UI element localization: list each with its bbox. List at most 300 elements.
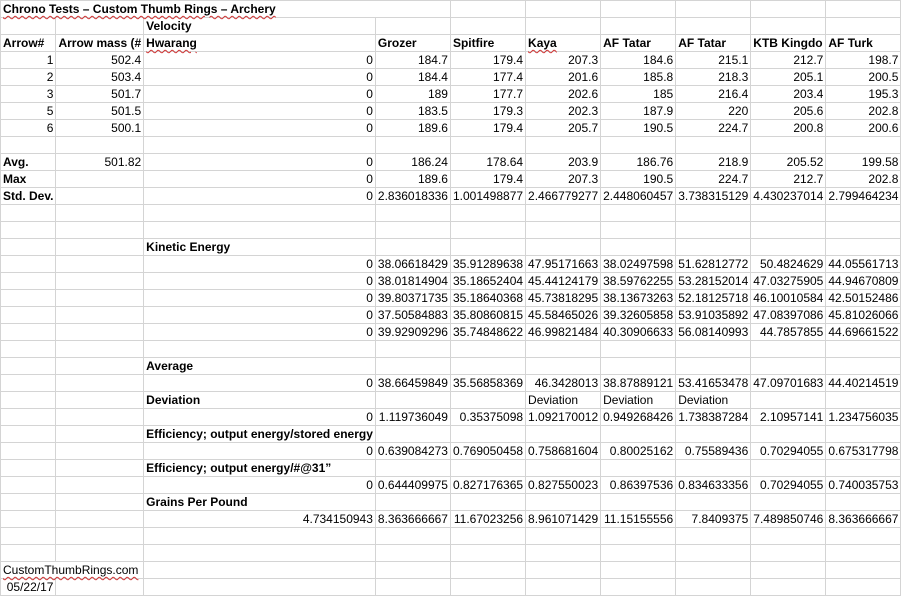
avg-cell[interactable]: 186.76 (601, 154, 676, 171)
empty-cell[interactable] (1, 137, 56, 154)
efficiency-draw-cell[interactable]: 0.86397536 (601, 477, 676, 494)
empty-cell[interactable] (1, 324, 56, 341)
kinetic-energy-cell[interactable]: 40.30906633 (601, 324, 676, 341)
kinetic-energy-cell[interactable]: 35.18652404 (450, 273, 525, 290)
efficiency-stored-cell[interactable]: 0.769050458 (450, 443, 525, 460)
empty-cell[interactable] (751, 18, 826, 35)
stddev-cell[interactable]: 1.001498877 (450, 188, 525, 205)
velocity-cell[interactable]: 0 (144, 120, 376, 137)
empty-cell[interactable] (450, 358, 525, 375)
empty-cell[interactable] (56, 171, 144, 188)
empty-cell[interactable] (56, 460, 144, 477)
avg-cell[interactable]: 205.52 (751, 154, 826, 171)
kinetic-energy-cell[interactable]: 38.02497598 (601, 256, 676, 273)
empty-cell[interactable] (676, 528, 751, 545)
empty-cell[interactable] (601, 239, 676, 256)
empty-cell[interactable] (56, 188, 144, 205)
empty-cell[interactable] (601, 579, 676, 596)
empty-cell[interactable] (1, 443, 56, 460)
empty-cell[interactable] (1, 256, 56, 273)
velocity-cell[interactable]: 200.6 (826, 120, 901, 137)
empty-cell[interactable] (676, 1, 751, 18)
stddev-cell[interactable]: 0 (144, 188, 376, 205)
deviation-cell[interactable]: 1.092170012 (526, 409, 601, 426)
velocity-cell[interactable]: 195.3 (826, 86, 901, 103)
deviation-cell[interactable]: 1.738387284 (676, 409, 751, 426)
empty-cell[interactable] (56, 443, 144, 460)
empty-cell[interactable] (826, 579, 901, 596)
velocity-cell[interactable]: 177.4 (450, 69, 525, 86)
empty-cell[interactable] (375, 562, 450, 579)
empty-cell[interactable] (450, 222, 525, 239)
kinetic-energy-cell[interactable]: 0 (144, 307, 376, 324)
empty-cell[interactable] (56, 341, 144, 358)
velocity-cell[interactable]: 201.6 (526, 69, 601, 86)
empty-cell[interactable] (375, 205, 450, 222)
velocity-cell[interactable]: 215.1 (676, 52, 751, 69)
velocity-cell[interactable]: 200.5 (826, 69, 901, 86)
empty-cell[interactable] (826, 545, 901, 562)
empty-cell[interactable] (56, 205, 144, 222)
efficiency-draw-cell[interactable]: 0.70294055 (751, 477, 826, 494)
velocity-cell[interactable]: 205.6 (751, 103, 826, 120)
velocity-cell[interactable]: 198.7 (826, 52, 901, 69)
empty-cell[interactable] (1, 239, 56, 256)
kinetic-energy-cell[interactable]: 0 (144, 273, 376, 290)
efficiency-stored-cell[interactable]: 0.75589436 (676, 443, 751, 460)
kinetic-energy-cell[interactable]: 0 (144, 256, 376, 273)
efficiency-draw-cell[interactable]: 0.834633356 (676, 477, 751, 494)
empty-cell[interactable] (751, 1, 826, 18)
empty-cell[interactable] (1, 494, 56, 511)
empty-cell[interactable] (751, 528, 826, 545)
empty-cell[interactable] (601, 18, 676, 35)
empty-cell[interactable] (450, 239, 525, 256)
average-cell[interactable]: 0 (144, 375, 376, 392)
column-header[interactable]: KTB Kingdo (751, 35, 826, 52)
velocity-cell[interactable]: 190.5 (601, 120, 676, 137)
empty-cell[interactable] (56, 511, 144, 528)
empty-cell[interactable] (56, 18, 144, 35)
grains-per-pound-cell[interactable]: 11.67023256 (450, 511, 525, 528)
kinetic-energy-cell[interactable]: 50.4824629 (751, 256, 826, 273)
empty-cell[interactable] (375, 222, 450, 239)
empty-cell[interactable] (450, 460, 525, 477)
empty-cell[interactable] (676, 137, 751, 154)
empty-cell[interactable] (56, 324, 144, 341)
empty-cell[interactable] (1, 375, 56, 392)
velocity-cell[interactable]: 179.3 (450, 103, 525, 120)
empty-cell[interactable] (56, 477, 144, 494)
kinetic-energy-cell[interactable]: 35.80860815 (450, 307, 525, 324)
efficiency-stored-cell[interactable]: 0.80025162 (601, 443, 676, 460)
empty-cell[interactable] (1, 392, 56, 409)
efficiency-draw-cell[interactable]: 0.740035753 (826, 477, 901, 494)
empty-cell[interactable] (826, 392, 901, 409)
empty-cell[interactable] (375, 358, 450, 375)
velocity-cell[interactable]: 0 (144, 86, 376, 103)
empty-cell[interactable] (56, 358, 144, 375)
max-cell[interactable]: 190.5 (601, 171, 676, 188)
empty-cell[interactable] (676, 545, 751, 562)
empty-cell[interactable] (751, 494, 826, 511)
empty-cell[interactable] (601, 426, 676, 443)
kinetic-energy-cell[interactable]: 38.59762255 (601, 273, 676, 290)
kinetic-energy-cell[interactable]: 45.44124179 (526, 273, 601, 290)
empty-cell[interactable] (751, 341, 826, 358)
empty-cell[interactable] (1, 511, 56, 528)
empty-cell[interactable] (1, 545, 56, 562)
empty-cell[interactable] (526, 18, 601, 35)
empty-cell[interactable] (826, 528, 901, 545)
empty-cell[interactable] (1, 460, 56, 477)
deviation-label[interactable]: Deviation (144, 392, 376, 409)
average-label[interactable]: Average (144, 358, 376, 375)
efficiency-stored-cell[interactable]: 0 (144, 443, 376, 460)
deviation-sublabel[interactable]: Deviation (601, 392, 676, 409)
stddev-cell[interactable]: 4.430237014 (751, 188, 826, 205)
efficiency-draw-cell[interactable]: 0.827176365 (450, 477, 525, 494)
empty-cell[interactable] (375, 579, 450, 596)
column-header[interactable]: Spitfire (450, 35, 525, 52)
empty-cell[interactable] (144, 545, 376, 562)
max-label[interactable]: Max (1, 171, 56, 188)
empty-cell[interactable] (450, 392, 525, 409)
velocity-cell[interactable]: 185.8 (601, 69, 676, 86)
grains-per-pound-cell[interactable]: 7.489850746 (751, 511, 826, 528)
kinetic-energy-cell[interactable]: 45.73818295 (526, 290, 601, 307)
grains-per-pound-cell[interactable]: 8.961071429 (526, 511, 601, 528)
velocity-cell[interactable]: 202.6 (526, 86, 601, 103)
column-header[interactable]: Grozer (375, 35, 450, 52)
empty-cell[interactable] (56, 290, 144, 307)
efficiency-stored-cell[interactable]: 0.70294055 (751, 443, 826, 460)
empty-cell[interactable] (826, 239, 901, 256)
kinetic-energy-cell[interactable]: 35.91289638 (450, 256, 525, 273)
empty-cell[interactable] (1, 477, 56, 494)
empty-cell[interactable] (450, 137, 525, 154)
avg-cell[interactable]: 218.9 (676, 154, 751, 171)
velocity-label[interactable]: Velocity (144, 18, 376, 35)
empty-cell[interactable] (144, 562, 376, 579)
empty-cell[interactable] (56, 307, 144, 324)
empty-cell[interactable] (56, 494, 144, 511)
velocity-cell[interactable]: 185 (601, 86, 676, 103)
grains-per-pound-cell[interactable]: 11.15155556 (601, 511, 676, 528)
efficiency-stored-cell[interactable]: 0.639084273 (375, 443, 450, 460)
sheet-title[interactable]: Chrono Tests – Custom Thumb Rings – Archery (1, 1, 451, 18)
deviation-cell[interactable]: 2.10957141 (751, 409, 826, 426)
max-cell[interactable]: 212.7 (751, 171, 826, 188)
efficiency-stored-label[interactable]: Efficiency; output energy/stored energy (144, 426, 376, 443)
empty-cell[interactable] (450, 579, 525, 596)
empty-cell[interactable] (751, 358, 826, 375)
empty-cell[interactable] (1, 290, 56, 307)
velocity-cell[interactable]: 205.7 (526, 120, 601, 137)
empty-cell[interactable] (375, 426, 450, 443)
grains-per-pound-cell[interactable]: 7.8409375 (676, 511, 751, 528)
deviation-cell[interactable]: 1.234756035 (826, 409, 901, 426)
kinetic-energy-cell[interactable]: 39.80371735 (375, 290, 450, 307)
empty-cell[interactable] (601, 1, 676, 18)
empty-cell[interactable] (751, 460, 826, 477)
column-header[interactable]: Hwarang (144, 35, 376, 52)
max-cell[interactable]: 207.3 (526, 171, 601, 188)
velocity-cell[interactable]: 184.7 (375, 52, 450, 69)
stddev-cell[interactable]: 2.799464234 (826, 188, 901, 205)
empty-cell[interactable] (526, 528, 601, 545)
empty-cell[interactable] (450, 205, 525, 222)
empty-cell[interactable] (56, 409, 144, 426)
empty-cell[interactable] (56, 426, 144, 443)
velocity-cell[interactable]: 187.9 (601, 103, 676, 120)
empty-cell[interactable] (450, 545, 525, 562)
empty-cell[interactable] (751, 137, 826, 154)
empty-cell[interactable] (1, 409, 56, 426)
empty-cell[interactable] (56, 222, 144, 239)
empty-cell[interactable] (526, 494, 601, 511)
kinetic-energy-cell[interactable]: 37.50584883 (375, 307, 450, 324)
stddev-cell[interactable]: 2.448060457 (601, 188, 676, 205)
velocity-cell[interactable]: 501.7 (56, 86, 144, 103)
empty-cell[interactable] (144, 205, 376, 222)
kinetic-energy-cell[interactable]: 39.92909296 (375, 324, 450, 341)
empty-cell[interactable] (601, 545, 676, 562)
empty-cell[interactable] (826, 341, 901, 358)
average-cell[interactable]: 35.56858369 (450, 375, 525, 392)
velocity-cell[interactable]: 179.4 (450, 52, 525, 69)
kinetic-energy-cell[interactable]: 35.18640368 (450, 290, 525, 307)
empty-cell[interactable] (1, 222, 56, 239)
average-cell[interactable]: 47.09701683 (751, 375, 826, 392)
kinetic-energy-cell[interactable]: 38.01814904 (375, 273, 450, 290)
max-cell[interactable]: 224.7 (676, 171, 751, 188)
avg-cell[interactable]: 178.64 (450, 154, 525, 171)
empty-cell[interactable] (56, 392, 144, 409)
empty-cell[interactable] (526, 205, 601, 222)
average-cell[interactable]: 46.3428013 (526, 375, 601, 392)
empty-cell[interactable] (375, 460, 450, 477)
max-cell[interactable]: 189.6 (375, 171, 450, 188)
empty-cell[interactable] (676, 205, 751, 222)
column-header[interactable]: AF Turk (826, 35, 901, 52)
empty-cell[interactable] (526, 341, 601, 358)
empty-cell[interactable] (1, 205, 56, 222)
empty-cell[interactable] (450, 494, 525, 511)
empty-cell[interactable] (826, 205, 901, 222)
empty-cell[interactable] (144, 341, 376, 358)
kinetic-energy-cell[interactable]: 51.62812772 (676, 256, 751, 273)
velocity-cell[interactable]: 0 (144, 103, 376, 120)
deviation-sublabel[interactable]: Deviation (676, 392, 751, 409)
kinetic-energy-cell[interactable]: 35.74848622 (450, 324, 525, 341)
max-cell[interactable]: 0 (144, 171, 376, 188)
stddev-label[interactable]: Std. Dev. (1, 188, 56, 205)
avg-cell[interactable]: 0 (144, 154, 376, 171)
empty-cell[interactable] (751, 392, 826, 409)
velocity-cell[interactable]: 205.1 (751, 69, 826, 86)
arrow-number[interactable]: 1 (1, 52, 56, 69)
avg-label[interactable]: Avg. (1, 154, 56, 171)
column-header[interactable]: AF Tatar (676, 35, 751, 52)
empty-cell[interactable] (826, 358, 901, 375)
empty-cell[interactable] (676, 579, 751, 596)
empty-cell[interactable] (676, 562, 751, 579)
deviation-sublabel[interactable]: Deviation (526, 392, 601, 409)
efficiency-stored-cell[interactable]: 0.675317798 (826, 443, 901, 460)
velocity-cell[interactable]: 184.4 (375, 69, 450, 86)
velocity-cell[interactable]: 503.4 (56, 69, 144, 86)
arrow-number[interactable]: 3 (1, 86, 56, 103)
empty-cell[interactable] (676, 239, 751, 256)
empty-cell[interactable] (375, 18, 450, 35)
empty-cell[interactable] (601, 460, 676, 477)
average-cell[interactable]: 53.41653478 (676, 375, 751, 392)
empty-cell[interactable] (526, 545, 601, 562)
empty-cell[interactable] (56, 375, 144, 392)
empty-cell[interactable] (375, 341, 450, 358)
arrow-number[interactable]: 6 (1, 120, 56, 137)
empty-cell[interactable] (450, 18, 525, 35)
efficiency-draw-cell[interactable]: 0.644409975 (375, 477, 450, 494)
velocity-cell[interactable]: 202.8 (826, 103, 901, 120)
deviation-cell[interactable]: 0 (144, 409, 376, 426)
empty-cell[interactable] (601, 494, 676, 511)
velocity-cell[interactable]: 207.3 (526, 52, 601, 69)
empty-cell[interactable] (56, 137, 144, 154)
velocity-cell[interactable]: 502.4 (56, 52, 144, 69)
empty-cell[interactable] (450, 341, 525, 358)
empty-cell[interactable] (826, 460, 901, 477)
empty-cell[interactable] (676, 460, 751, 477)
velocity-cell[interactable]: 183.5 (375, 103, 450, 120)
avg-cell[interactable]: 186.24 (375, 154, 450, 171)
empty-cell[interactable] (1, 358, 56, 375)
kinetic-energy-cell[interactable]: 38.13673263 (601, 290, 676, 307)
velocity-cell[interactable]: 0 (144, 69, 376, 86)
velocity-cell[interactable]: 220 (676, 103, 751, 120)
empty-cell[interactable] (601, 358, 676, 375)
empty-cell[interactable] (676, 341, 751, 358)
velocity-cell[interactable]: 203.4 (751, 86, 826, 103)
empty-cell[interactable] (375, 137, 450, 154)
kinetic-energy-cell[interactable]: 53.91035892 (676, 307, 751, 324)
kinetic-energy-cell[interactable]: 47.03275905 (751, 273, 826, 290)
stddev-cell[interactable]: 3.738315129 (676, 188, 751, 205)
empty-cell[interactable] (526, 579, 601, 596)
grains-per-pound-cell[interactable]: 8.363666667 (826, 511, 901, 528)
empty-cell[interactable] (56, 239, 144, 256)
velocity-cell[interactable]: 224.7 (676, 120, 751, 137)
empty-cell[interactable] (601, 137, 676, 154)
column-header[interactable]: Arrow mass (# (56, 35, 144, 52)
empty-cell[interactable] (676, 18, 751, 35)
footer-site[interactable]: CustomThumbRings.com (1, 562, 144, 579)
velocity-cell[interactable]: 184.6 (601, 52, 676, 69)
empty-cell[interactable] (56, 545, 144, 562)
empty-cell[interactable] (1, 18, 56, 35)
empty-cell[interactable] (676, 358, 751, 375)
velocity-cell[interactable]: 189.6 (375, 120, 450, 137)
velocity-cell[interactable]: 189 (375, 86, 450, 103)
empty-cell[interactable] (751, 545, 826, 562)
kinetic-energy-cell[interactable]: 45.58465026 (526, 307, 601, 324)
empty-cell[interactable] (144, 579, 376, 596)
arrow-number[interactable]: 2 (1, 69, 56, 86)
grains-per-pound-cell[interactable]: 4.734150943 (144, 511, 376, 528)
empty-cell[interactable] (751, 426, 826, 443)
kinetic-energy-cell[interactable]: 52.18125718 (676, 290, 751, 307)
efficiency-stored-cell[interactable]: 0.758681604 (526, 443, 601, 460)
column-header[interactable]: AF Tatar (601, 35, 676, 52)
empty-cell[interactable] (676, 426, 751, 443)
empty-cell[interactable] (751, 239, 826, 256)
avg-cell[interactable]: 501.82 (56, 154, 144, 171)
empty-cell[interactable] (826, 426, 901, 443)
kinetic-energy-label[interactable]: Kinetic Energy (144, 239, 376, 256)
column-header[interactable]: Arrow# (1, 35, 56, 52)
empty-cell[interactable] (56, 256, 144, 273)
avg-cell[interactable]: 203.9 (526, 154, 601, 171)
efficiency-draw-cell[interactable]: 0 (144, 477, 376, 494)
empty-cell[interactable] (375, 545, 450, 562)
empty-cell[interactable] (1, 273, 56, 290)
velocity-cell[interactable]: 216.4 (676, 86, 751, 103)
footer-date[interactable]: 05/22/17 (1, 579, 56, 596)
efficiency-draw-label[interactable]: Efficiency; output energy/#@31” (144, 460, 376, 477)
average-cell[interactable]: 38.66459849 (375, 375, 450, 392)
velocity-cell[interactable]: 179.4 (450, 120, 525, 137)
empty-cell[interactable] (601, 341, 676, 358)
empty-cell[interactable] (56, 273, 144, 290)
empty-cell[interactable] (526, 562, 601, 579)
kinetic-energy-cell[interactable]: 44.7857855 (751, 324, 826, 341)
grains-per-pound-label[interactable]: Grains Per Pound (144, 494, 376, 511)
empty-cell[interactable] (526, 239, 601, 256)
empty-cell[interactable] (826, 222, 901, 239)
empty-cell[interactable] (751, 562, 826, 579)
empty-cell[interactable] (375, 494, 450, 511)
grains-per-pound-cell[interactable]: 8.363666667 (375, 511, 450, 528)
empty-cell[interactable] (826, 1, 901, 18)
empty-cell[interactable] (450, 562, 525, 579)
empty-cell[interactable] (56, 528, 144, 545)
empty-cell[interactable] (601, 528, 676, 545)
empty-cell[interactable] (526, 358, 601, 375)
velocity-cell[interactable]: 212.7 (751, 52, 826, 69)
empty-cell[interactable] (1, 341, 56, 358)
empty-cell[interactable] (144, 137, 376, 154)
velocity-cell[interactable]: 218.3 (676, 69, 751, 86)
column-header[interactable]: Kaya (526, 35, 601, 52)
kinetic-energy-cell[interactable]: 47.08397086 (751, 307, 826, 324)
velocity-cell[interactable]: 200.8 (751, 120, 826, 137)
empty-cell[interactable] (526, 222, 601, 239)
empty-cell[interactable] (144, 528, 376, 545)
deviation-cell[interactable]: 1.119736049 (375, 409, 450, 426)
kinetic-energy-cell[interactable]: 45.81026066 (826, 307, 901, 324)
empty-cell[interactable] (450, 1, 525, 18)
empty-cell[interactable] (826, 137, 901, 154)
empty-cell[interactable] (1, 426, 56, 443)
empty-cell[interactable] (826, 494, 901, 511)
kinetic-energy-cell[interactable]: 39.32605858 (601, 307, 676, 324)
average-cell[interactable]: 44.40214519 (826, 375, 901, 392)
empty-cell[interactable] (826, 18, 901, 35)
velocity-cell[interactable]: 202.3 (526, 103, 601, 120)
efficiency-draw-cell[interactable]: 0.827550023 (526, 477, 601, 494)
stddev-cell[interactable]: 2.466779277 (526, 188, 601, 205)
